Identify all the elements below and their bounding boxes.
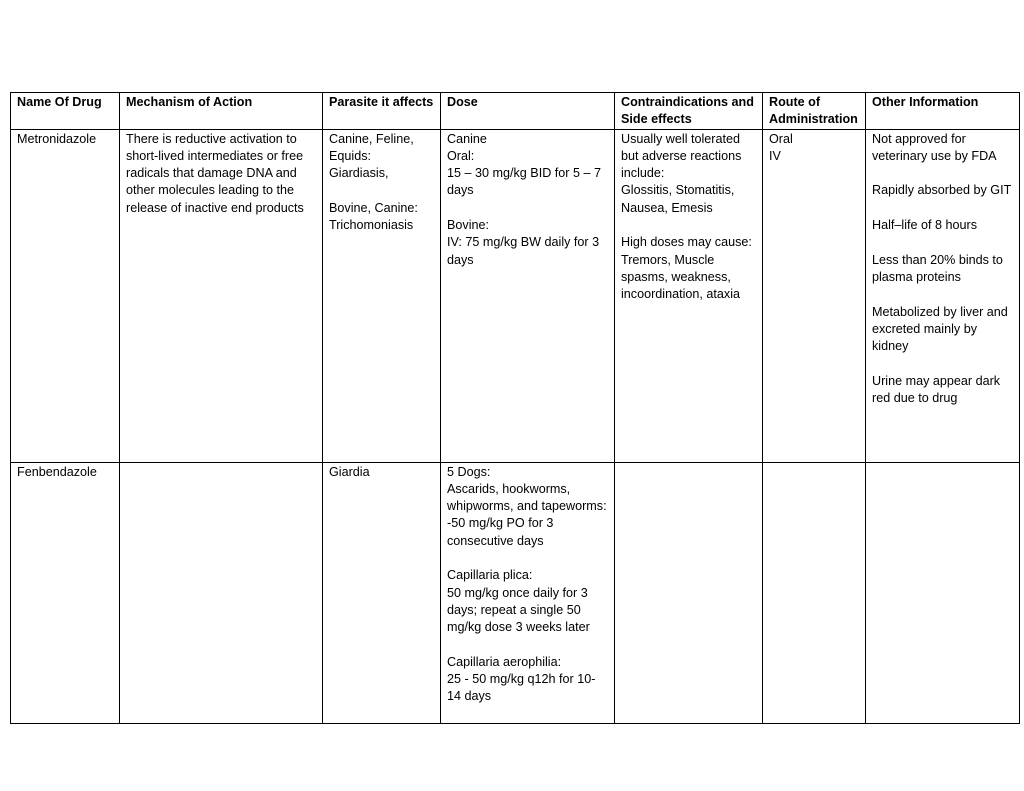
cell-parasite [323, 462, 441, 723]
cell-dose [441, 129, 615, 462]
cell-line: Less than 20% binds to plasma proteins [872, 252, 1003, 284]
cell-line: Bovine, Canine: [329, 200, 418, 215]
cell-line: -50 mg/kg PO for 3 consecutive days [447, 516, 554, 548]
cell-mechanism: There is reductive activation to short-lived intermediates or free radicals that damage DNA and other molecules leading to the release of inactive end products [120, 129, 323, 462]
drug-table [10, 92, 1020, 724]
cell-line: High doses may cause: [621, 235, 752, 250]
cell-other-information [866, 129, 1020, 462]
cell-line: Metabolized by liver and excreted mainly by kidney [872, 304, 1008, 354]
cell-drug-name: Fenbendazole [11, 462, 120, 723]
cell-parasite [323, 129, 441, 462]
cell-line: Canine [447, 131, 487, 146]
cell-line: 15 – 30 mg/kg BID for 5 – 7 days [447, 166, 602, 198]
cell-line: Tremors, Muscle spasms, weakness, incoordination, ataxia [621, 252, 741, 302]
table-row [11, 129, 1020, 462]
header-row [11, 93, 1020, 130]
cell-line: Glossitis, Stomatitis, Nausea, Emesis [621, 183, 735, 215]
header-mechanism: Mechanism of Action [120, 93, 323, 130]
header-parasite: Parasite it affects [323, 93, 441, 130]
cell-route [763, 129, 866, 462]
header-dose: Dose [441, 93, 615, 130]
cell-dose [441, 462, 615, 723]
cell-line: Giardiasis, [329, 166, 389, 181]
cell-mechanism [120, 462, 323, 723]
cell-line: 50 mg/kg once daily for 3 days; repeat a single 50 mg/kg dose 3 weeks later [447, 585, 590, 635]
cell-contraindications [615, 129, 763, 462]
cell-line: Rapidly absorbed by GIT [872, 183, 1012, 198]
cell-line: IV [769, 148, 781, 163]
cell-line: Oral [769, 131, 793, 146]
cell-line: Ascarids, hookworms, whipworms, and tapeworms: [447, 481, 607, 514]
cell-line: 5 Dogs: [447, 464, 491, 479]
cell-line: IV: 75 mg/kg BW daily for 3 days [447, 235, 600, 267]
cell-line: Capillaria plica: [447, 568, 533, 583]
cell-line: Half–life of 8 hours [872, 218, 978, 233]
cell-route [763, 462, 866, 723]
cell-line: Canine, Feline, Equids: [329, 131, 414, 163]
cell-other-information [866, 462, 1020, 723]
cell-line: Trichomoniasis [329, 218, 414, 233]
cell-drug-name: Metronidazole [11, 129, 120, 462]
cell-line: Urine may appear dark red due to drug [872, 373, 1001, 406]
cell-line: Usually well tolerated but adverse reactions include: [621, 131, 742, 181]
cell-contraindications [615, 462, 763, 723]
header-name-of-drug: Name Of Drug [11, 93, 120, 130]
table-row [11, 462, 1020, 723]
cell-line: Capillaria aerophilia: [447, 654, 562, 669]
cell-line: Giardia [329, 464, 370, 479]
cell-line: Not approved for veterinary use by FDA [872, 131, 997, 163]
cell-line: Oral: [447, 148, 475, 163]
cell-line: 25 - 50 mg/kg q12h for 10-14 days [447, 672, 596, 704]
cell-line: Bovine: [447, 218, 490, 233]
header-route: Route of Administration [763, 93, 866, 130]
header-other-information: Other Information [866, 93, 1020, 130]
header-contraindications: Contraindications and Side effects [615, 93, 763, 130]
